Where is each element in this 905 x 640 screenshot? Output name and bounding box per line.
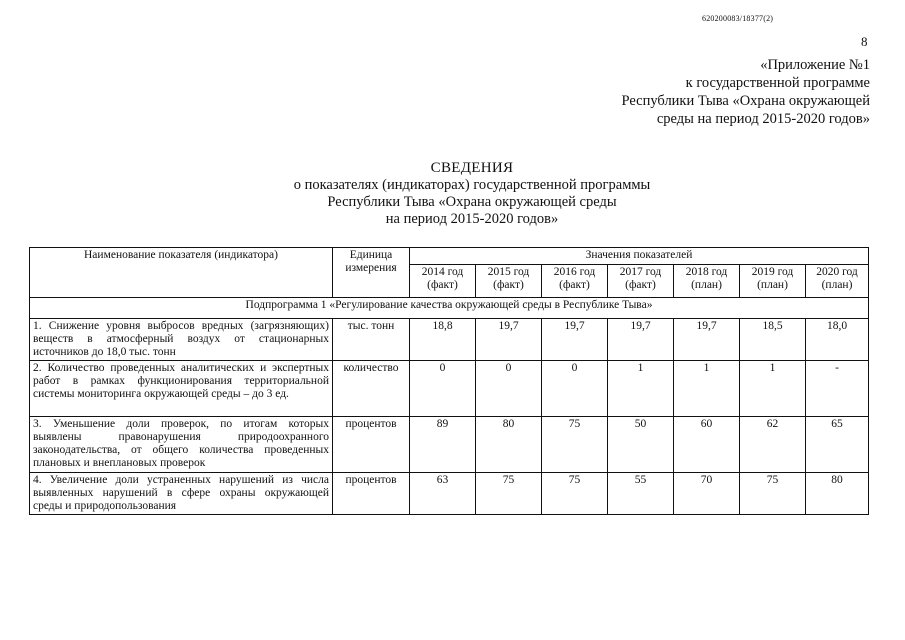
header-year [608, 265, 674, 298]
indicator-name: 2. Количество проведенных аналитических и экспертных работ в рамках функционирования территориальной системы мониторинга окружающей среды – до 3 ед. [30, 361, 333, 417]
heading-line: о показателях (индикаторах) государственной программы [293, 177, 651, 193]
indicator-value: 55 [608, 473, 674, 515]
indicator-unit: процентов [333, 417, 410, 473]
appendix-line: среды на период 2015-2020 годов» [656, 111, 870, 127]
indicator-value: 1 [674, 361, 740, 417]
indicator-value: 89 [410, 417, 476, 473]
indicator-value: 19,7 [674, 319, 740, 361]
header-year [410, 265, 476, 298]
indicator-value: 50 [608, 417, 674, 473]
subprogram-row [30, 298, 869, 319]
indicator-value: 75 [740, 473, 806, 515]
indicators-table [29, 247, 869, 515]
indicator-unit: процентов [333, 473, 410, 515]
indicator-value: 75 [476, 473, 542, 515]
header-indicator-name: Наименование показателя (индикатора) [30, 248, 333, 298]
year-label: 2014 год [421, 266, 464, 278]
heading-title: СВЕДЕНИЯ [430, 160, 514, 176]
appendix-line: «Приложение №1 [760, 57, 870, 73]
indicator-value: 63 [410, 473, 476, 515]
indicator-value: - [806, 361, 869, 417]
year-type: (план) [821, 279, 853, 291]
indicator-value: 60 [674, 417, 740, 473]
indicator-value: 1 [608, 361, 674, 417]
year-label: 2018 год [685, 266, 728, 278]
heading-line: на период 2015-2020 годов» [385, 211, 559, 227]
indicator-value: 18,8 [410, 319, 476, 361]
document-id: 620200083/18377(2) [702, 14, 774, 23]
table-row [30, 417, 869, 473]
table-row [30, 361, 869, 417]
appendix-line: к государственной программе [685, 75, 870, 91]
year-type: (факт) [625, 279, 656, 291]
indicator-value: 70 [674, 473, 740, 515]
header-values-group: Значения показателей [410, 248, 869, 265]
indicator-value: 19,7 [542, 319, 608, 361]
header-year [542, 265, 608, 298]
year-label: 2020 год [816, 266, 858, 278]
year-label: 2019 год [751, 266, 794, 278]
indicator-value: 1 [740, 361, 806, 417]
indicator-unit: количество [333, 361, 410, 417]
indicator-value: 19,7 [608, 319, 674, 361]
indicator-value: 75 [542, 473, 608, 515]
header-unit [333, 248, 410, 298]
subprogram-title: Подпрограмма 1 «Регулирование качества окружающей среды в Республике Тыва» [30, 298, 869, 319]
appendix-line: Республики Тыва «Охрана окружающей [621, 93, 870, 109]
indicator-value: 0 [476, 361, 542, 417]
document-heading [230, 160, 714, 228]
table-header-row [30, 248, 869, 265]
indicator-value: 80 [476, 417, 542, 473]
year-type: (факт) [493, 279, 524, 291]
indicator-value: 75 [542, 417, 608, 473]
indicator-name: 4. Увеличение доли устраненных нарушений из числа выявленных нарушений в сфере охраны окружающей среды и природопользования [30, 473, 333, 515]
indicator-value: 62 [740, 417, 806, 473]
year-type: (план) [691, 279, 722, 291]
year-type: (факт) [559, 279, 590, 291]
appendix-note [560, 56, 870, 128]
indicator-value: 0 [410, 361, 476, 417]
indicator-name: 3. Уменьшение доли проверок, по итогам которых выявлены правонарушения природоохранного законодательства, от общего количества проведенных плановых и внеплановых проверок [30, 417, 333, 473]
year-label: 2017 год [619, 266, 662, 278]
year-type: (факт) [427, 279, 458, 291]
table-row [30, 319, 869, 361]
page-number: 8 [861, 34, 868, 49]
header-unit-line: Единица [349, 249, 393, 261]
year-label: 2015 год [487, 266, 530, 278]
header-year [806, 265, 869, 298]
header-year [674, 265, 740, 298]
header-year [476, 265, 542, 298]
indicator-value: 18,0 [806, 319, 869, 361]
indicator-value: 65 [806, 417, 869, 473]
indicator-unit: тыс. тонн [333, 319, 410, 361]
indicator-value: 80 [806, 473, 869, 515]
heading-line: Республики Тыва «Охрана окружающей среды [327, 194, 617, 210]
year-label: 2016 год [553, 266, 596, 278]
table-row [30, 473, 869, 515]
year-type: (план) [757, 279, 788, 291]
indicator-value: 0 [542, 361, 608, 417]
indicator-name: 1. Снижение уровня выбросов вредных (загрязняющих) веществ в атмосферный воздух от стационарных источников до 18,0 тыс. тонн [30, 319, 333, 361]
indicator-value: 19,7 [476, 319, 542, 361]
header-unit-line: измерения [345, 262, 397, 274]
indicator-value: 18,5 [740, 319, 806, 361]
header-year [740, 265, 806, 298]
